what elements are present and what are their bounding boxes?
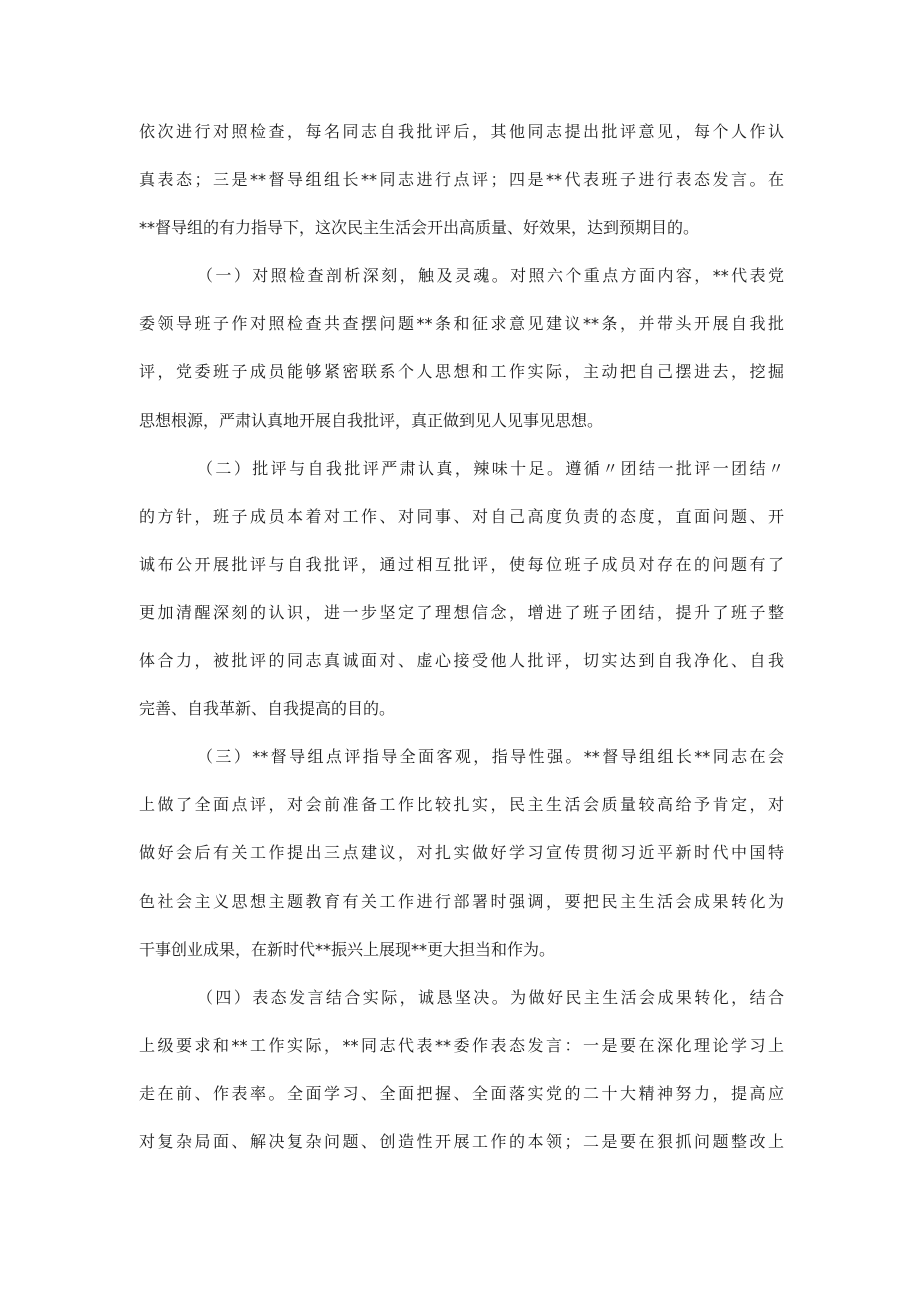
paragraph-line: 体合力，被批评的同志真诚面对、虚心接受他人批评，切实达到自我净化、自我 xyxy=(139,651,784,671)
paragraph-line: 上级要求和**工作实际，**同志代表**委作表态发言：一是要在深化理论学习上 xyxy=(139,1035,784,1055)
paragraph-line: 上做了全面点评，对会前准备工作比较扎实，民主生活会质量较高给予肯定，对 xyxy=(139,795,784,815)
paragraph-line: 做好会后有关工作提出三点建议，对扎实做好学习宣传贯彻习近平新时代中国特 xyxy=(139,843,784,863)
paragraph-line: 真表态；三是**督导组组长**同志进行点评；四是**代表班子进行表态发言。在 xyxy=(139,170,784,190)
paragraph-line: 对复杂局面、解决复杂问题、创造性开展工作的本领；二是要在狠抓问题整改上 xyxy=(139,1131,784,1151)
section-heading-line: （四）表态发言结合实际，诚恳坚决。为做好民主生活会成果转化，结合 xyxy=(197,987,784,1007)
paragraph-line: 走在前、作表率。全面学习、全面把握、全面落实党的二十大精神努力，提高应 xyxy=(139,1083,784,1103)
paragraph-line: 思想根源，严肃认真地开展自我批评，真正做到见人见事见思想。 xyxy=(139,410,604,430)
paragraph-line: 完善、自我革新、自我提高的目的。 xyxy=(139,699,396,719)
section-heading-line: （二）批评与自我批评严肃认真，辣味十足。遵循〃团结一批评一团结〃 xyxy=(197,458,784,478)
paragraph-line: 依次进行对照检查，每名同志自我批评后，其他同志提出批评意见，每个人作认 xyxy=(139,122,784,141)
paragraph-line: 委领导班子作对照检查共查摆问题**条和征求意见建议**条，并带头开展自我批 xyxy=(139,314,784,334)
paragraph-line: 干事创业成果，在新时代**振兴上展现**更大担当和作为。 xyxy=(139,939,556,959)
document-body xyxy=(139,122,784,1180)
section-heading-line: （一）对照检查剖析深刻，触及灵魂。对照六个重点方面内容，**代表党 xyxy=(197,266,784,286)
paragraph-line: 评，党委班子成员能够紧密联系个人思想和工作实际，主动把自己摆进去，挖掘 xyxy=(139,362,784,382)
paragraph-line: 更加清醒深刻的认识，进一步坚定了理想信念，增进了班子团结，提升了班子整 xyxy=(139,602,784,622)
section-heading-line: （三）**督导组点评指导全面客观，指导性强。**督导组组长**同志在会 xyxy=(197,747,784,767)
paragraph-line: **督导组的有力指导下，这次民主生活会开出高质量、好效果，达到预期目的。 xyxy=(139,218,700,238)
paragraph-line: 诚布公开展批评与自我批评，通过相互批评，使每位班子成员对存在的问题有了 xyxy=(139,554,784,574)
paragraph-line: 的方针，班子成员本着对工作、对同事、对自己高度负责的态度，直面问题、开 xyxy=(139,506,784,526)
paragraph-line: 色社会主义思想主题教育有关工作进行部署时强调，要把民主生活会成果转化为 xyxy=(139,891,784,911)
